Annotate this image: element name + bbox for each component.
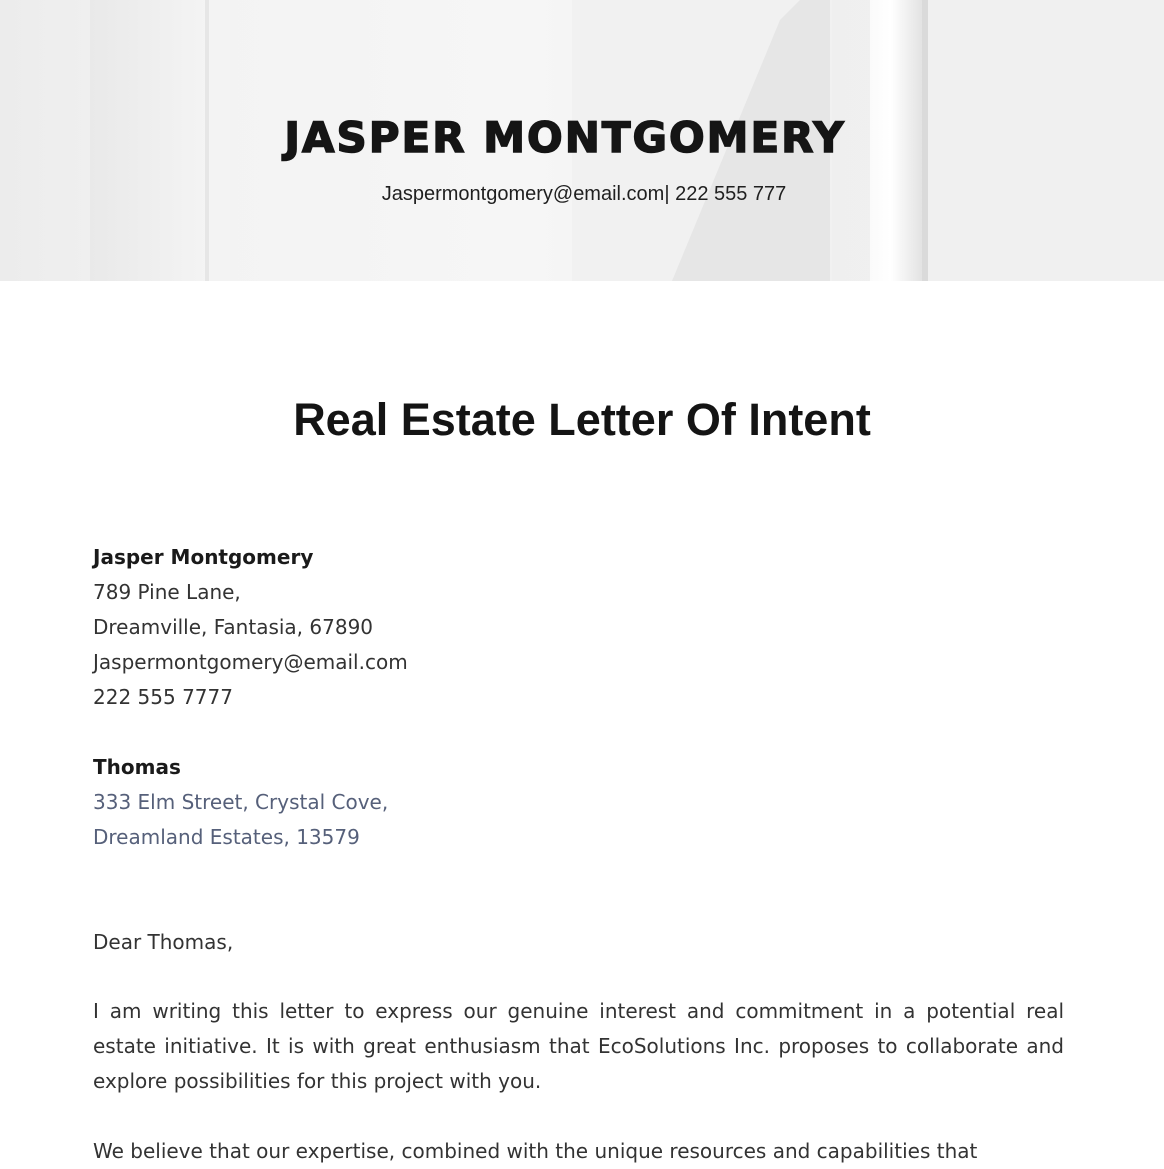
sender-phone: 222 555 7777 (93, 685, 233, 709)
sender-name: Jasper Montgomery (93, 545, 314, 569)
letter-paragraph: We believe that our expertise, combined with the unique resources and capabilities that (93, 1139, 978, 1163)
letter-paragraph: I am writing this letter to express our genuine interest and commitment in a potential real estate initiative. It is with great enthusiasm that EcoSolutions Inc. proposes to collaborate and explore possibilities for this project with you. (93, 999, 1064, 1093)
sender-block (93, 540, 408, 715)
header-name: JASPER MONTGOMERY (284, 113, 846, 162)
document-title: Real Estate Letter Of Intent (293, 394, 871, 445)
salutation: Dear Thomas, (93, 930, 234, 954)
sender-email: Jaspermontgomery@email.com (93, 650, 408, 674)
header-contact: Jaspermontgomery@email.com| 222 555 777 (381, 183, 787, 205)
recipient-address-line2: Dreamland Estates, 13579 (93, 825, 360, 849)
header-banner (0, 0, 1164, 281)
recipient-address-line1: 333 Elm Street, Crystal Cove, (93, 790, 389, 814)
recipient-block (93, 750, 388, 855)
sender-address-line1: 789 Pine Lane, (93, 580, 241, 604)
recipient-name: Thomas (93, 755, 181, 779)
sender-address-line2: Dreamville, Fantasia, 67890 (93, 615, 374, 639)
